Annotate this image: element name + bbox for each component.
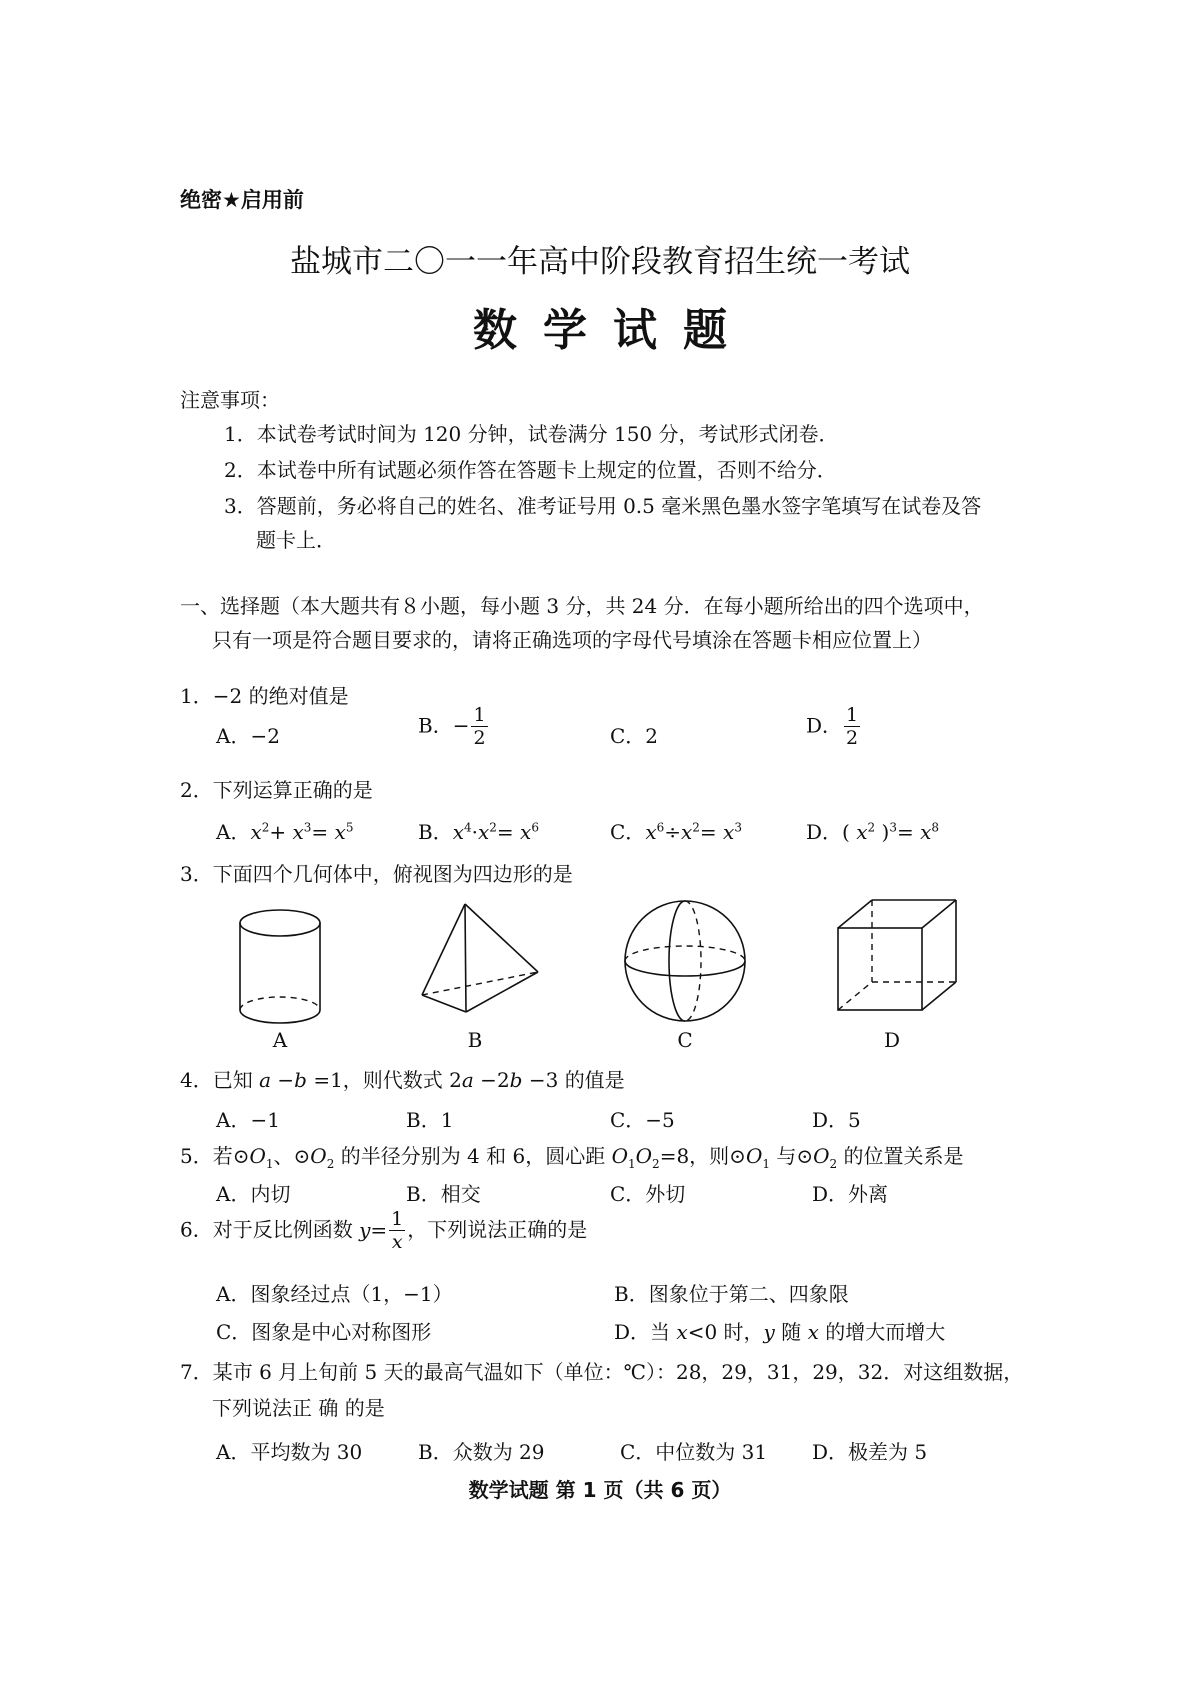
fraction-numerator: 1 (473, 704, 486, 726)
subject-title: 数学试题 (473, 305, 753, 356)
q4-option-d: D．5 (812, 1108, 861, 1132)
fraction-denominator: 2 (473, 727, 486, 749)
q2-option-d-expr: ( $x^2$ )$^3= x^8$ (842, 820, 939, 844)
fraction-numerator: 1 (391, 1208, 404, 1230)
page-footer: 数学试题 第 1 页（共 6 页） (468, 1478, 732, 1502)
q1-option-d-fraction (844, 706, 860, 748)
q5-option-a: A．内切 (216, 1182, 291, 1206)
q6-stem-suffix: ，下列说法正确的是 (407, 1217, 588, 1242)
note-item-2: 2．本试卷中所有试题必须作答在答题卡上规定的位置，否则不给分． (224, 458, 837, 482)
notes-heading: 注意事项： (180, 388, 280, 412)
q7-stem: 7．某市 6 月上旬前 5 天的最高气温如下（单位：℃）：28，29，31，29，32．对这组数据， (180, 1360, 1024, 1384)
sphere-figure (622, 898, 748, 1024)
section-heading-cont: 只有一项是符合题目要求的，请将正确选项的字母代号填涂在答题卡相应位置上） (212, 628, 932, 652)
figure-label-b: B (467, 1028, 483, 1052)
q2-option-d (806, 816, 939, 845)
q2-option-b-expr: $x^4\cdot x^2= x^6$ (452, 820, 539, 844)
q5-option-b: B．相交 (406, 1182, 481, 1206)
fraction-numerator: 1 (846, 704, 859, 726)
q6-option-b: B．图象位于第二、四象限 (614, 1282, 849, 1306)
q7-stem-cont: 下列说法正 确 的是 (212, 1396, 385, 1420)
q6-stem (180, 1210, 587, 1252)
q2-option-c-label: C． (610, 820, 646, 844)
q1-option-a: A．−2 (216, 724, 280, 748)
q6-option-d-prefix: D．当 (614, 1320, 671, 1344)
q5-stem-prefix: 5．若⊙ (180, 1144, 250, 1168)
q5-option-c: C．外切 (610, 1182, 686, 1206)
q1-option-b-prefix: B．− (418, 713, 470, 738)
figure-label-a: A (272, 1028, 288, 1052)
note-item-3: 3．答题前，务必将自己的姓名、准考证号用 0.5 毫米黑色墨水签字笔填写在试卷及答 (224, 494, 982, 518)
q6-option-d-text: x<0 时，y 随 x 的增大而增大 (676, 1320, 946, 1344)
q6-option-c: C．图象是中心对称图形 (216, 1320, 432, 1344)
q2-stem: 2．下列运算正确的是 (180, 778, 373, 802)
q1-option-b (418, 706, 490, 748)
q4-stem-prefix: 4．已知 (180, 1068, 253, 1092)
q1-option-d (806, 706, 862, 748)
q4-stem-math: a −b =1，则代数式 2a −2b −3 (259, 1068, 565, 1092)
q1-option-c: C．2 (610, 724, 659, 748)
q5-option-d: D．外离 (812, 1182, 889, 1206)
note-item-3-cont: 题卡上． (256, 528, 336, 552)
cylinder-figure (230, 905, 330, 1030)
q2-option-c-expr: $x^6\div x^2= x^3$ (645, 820, 742, 844)
q1-option-d-prefix: D． (806, 713, 843, 738)
q1-stem: 1．−2 的绝对值是 (180, 684, 349, 708)
q2-option-a-expr: $x^2+ x^3= x^5$ (250, 820, 354, 844)
q4-option-c: C．−5 (610, 1108, 675, 1132)
q2-option-a (216, 816, 353, 845)
q5-stem-math: $O_1$、$⊙O_2$ 的半径分别为 4 和 6，圆心距 $O_1O_2=8$，则$⊙O_1$ 与$⊙O_2$ 的位置关系是 (249, 1144, 964, 1171)
q6-stem-function: y= $\frac{1}{x}$ (359, 1208, 404, 1253)
q7-option-d: D．极差为 5 (812, 1440, 928, 1464)
q5-stem (180, 1140, 964, 1171)
q4-option-b: B．1 (406, 1108, 454, 1132)
q6-option-a: A．图象经过点（1，−1） (216, 1282, 453, 1306)
cube-figure (836, 898, 960, 1012)
q2-option-a-label: A． (216, 820, 251, 844)
note-item-1: 1．本试卷考试时间为 120 分钟，试卷满分 150 分，考试形式闭卷． (224, 422, 839, 446)
q6-fraction (389, 1210, 405, 1252)
q4-stem-suffix: 的值是 (564, 1068, 625, 1092)
pyramid-figure (420, 900, 540, 1020)
secret-mark: 绝密★启用前 (180, 188, 304, 212)
q6-option-d (614, 1316, 945, 1345)
q2-option-c (610, 816, 742, 845)
q2-option-b-label: B． (418, 820, 453, 844)
q2-option-d-label: D． (806, 820, 843, 844)
q2-option-b (418, 816, 539, 845)
fraction-denominator: x (391, 1231, 403, 1253)
q7-option-c: C．中位数为 31 (620, 1440, 768, 1464)
q3-stem: 3．下面四个几何体中，俯视图为四边形的是 (180, 862, 573, 886)
figure-label-d: D (883, 1028, 901, 1052)
section-heading: 一、选择题（本大题共有８小题，每小题 3 分，共 24 分．在每小题所给出的四个选项中， (180, 594, 984, 618)
q7-option-a: A．平均数为 30 (216, 1440, 363, 1464)
figure-label-c: C (677, 1028, 693, 1052)
fraction-denominator: 2 (846, 727, 859, 749)
q7-option-b: B．众数为 29 (418, 1440, 545, 1464)
q4-stem (180, 1064, 625, 1093)
q1-option-b-fraction (471, 706, 487, 748)
q6-stem-prefix: 6．对于反比例函数 (180, 1217, 353, 1242)
q4-option-a: A．−1 (216, 1108, 280, 1132)
exam-title: 盐城市二〇一一年高中阶段教育招生统一考试 (290, 244, 910, 280)
